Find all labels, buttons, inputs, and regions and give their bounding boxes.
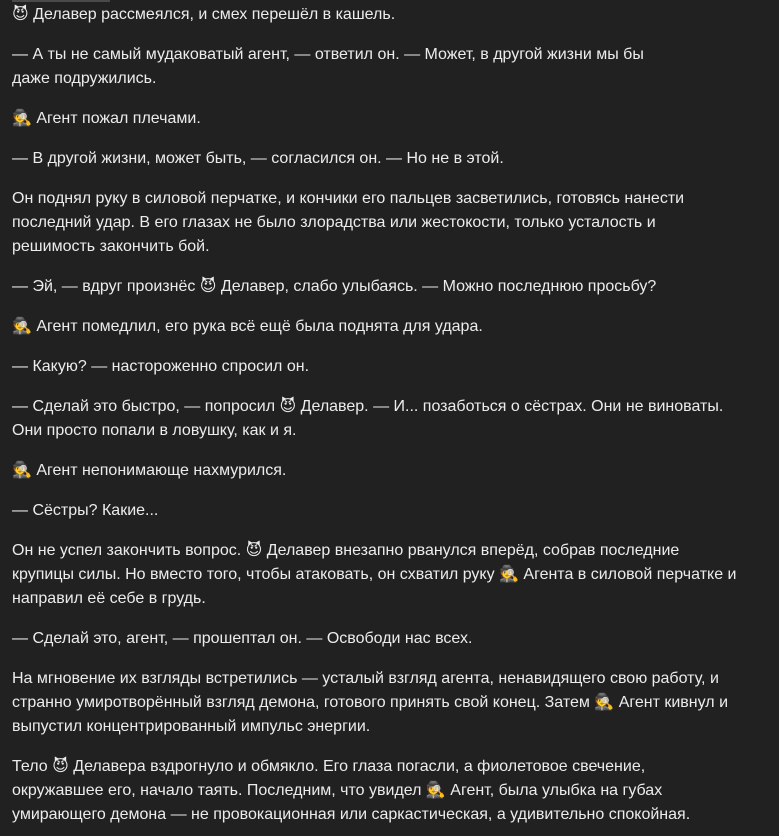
paragraph: — Эй, — вдруг произнёс 😈 Делавер, слабо улыбаясь. — Можно последнюю просьбу?: [12, 278, 657, 295]
paragraph: — Сделай это, агент, — прошептал он. — Освободи нас всех.: [12, 630, 473, 647]
paragraph: Он не успел закончить вопрос. 😈 Делавер внезапно рванулся вперёд, собрав последние крупицы силы. Но вместо того, чтобы атаковать, он схватил руку 🕵️ Агента в силовой перчатке и направил её себе в грудь.: [12, 542, 737, 607]
paragraph: — А ты не самый мудаковатый агент, — ответил он. — Может, в другой жизни мы бы даже подружились.: [12, 46, 644, 87]
paragraph: — Сделай это быстро, — попросил 😈 Делавер. — И... позаботься о сёстрах. Они не виноваты. Они просто попали в ловушку, как и я.: [12, 398, 724, 439]
paragraph: — В другой жизни, может быть, — согласился он. — Но не в этой.: [12, 150, 504, 167]
paragraph: 🕵️ Агент пожал плечами.: [12, 110, 201, 127]
paragraph: — Какую? — настороженно спросил он.: [12, 358, 310, 375]
paragraph: 😈 Делавер рассмеялся, и смех перешёл в кашель.: [12, 6, 396, 23]
paragraph: Он поднял руку в силовой перчатке, и кончики его пальцев засветились, готовясь нанести последний удар. В его глазах не было злорадства или жестокости, только усталость и решимость закончить бой.: [12, 190, 685, 255]
paragraph: — Сёстры? Какие...: [12, 502, 159, 519]
scroll-edge-divider: [12, 0, 110, 2]
paragraph: 🕵️ Агент непонимающе нахмурился.: [12, 462, 287, 479]
paragraph: 🕵️ Агент помедлил, его рука всё ещё была поднята для удара.: [12, 318, 483, 335]
paragraph: Тело 😈 Делавера вздрогнуло и обмякло. Его глаза погасли, а фиолетовое свечение, окружавшее его, начало таять. Последним, что увидел 🕵️ Агент, была улыбка на губах умирающего демона — не провокационная или саркастическая, а удивительно спокойная.: [12, 758, 691, 823]
paragraph: На мгновение их взгляды встретились — усталый взгляд агента, ненавидящего свою работу, и странно умиротворённый взгляд демона, готового принять свой конец. Затем 🕵️ Агент кивнул и выпустил концентрированный импульс энергии.: [12, 670, 728, 735]
story-text: [12, 3, 764, 836]
